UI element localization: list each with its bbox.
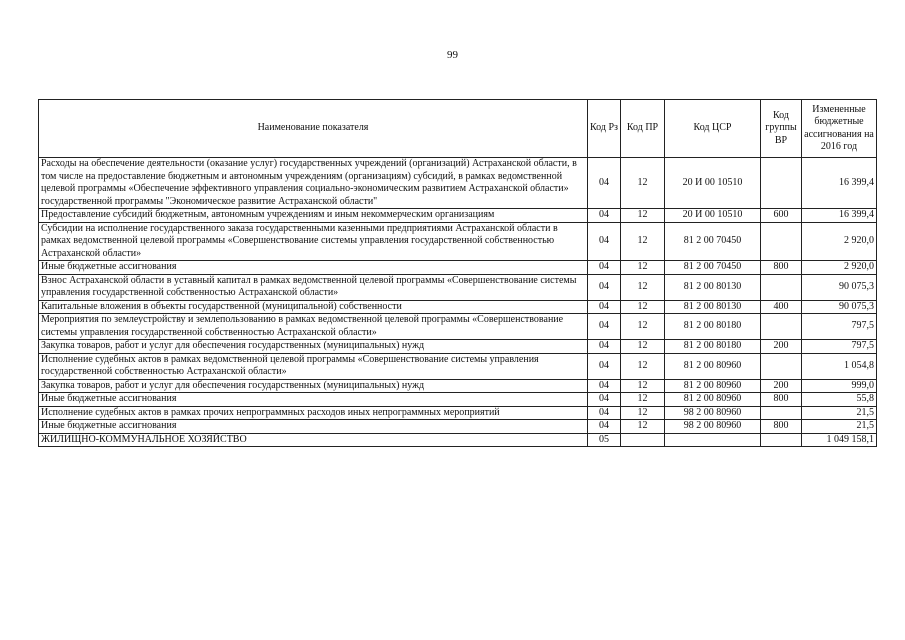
header-vr: Код группы ВР: [761, 100, 802, 158]
table-row: [39, 300, 877, 314]
row-rz: 04: [588, 300, 621, 314]
row-csr: 98 2 00 80960: [665, 406, 761, 420]
table-row: [39, 340, 877, 354]
row-amount: 797,5: [802, 340, 877, 354]
row-vr: [761, 433, 802, 447]
row-name: Капитальные вложения в объекты государственной (муниципальной) собственности: [39, 300, 588, 314]
row-rz: 04: [588, 261, 621, 275]
header-csr: Код ЦСР: [665, 100, 761, 158]
row-pr: 12: [621, 274, 665, 300]
row-vr: [761, 222, 802, 261]
row-amount: 90 075,3: [802, 274, 877, 300]
table-body: [39, 158, 877, 447]
row-name: Иные бюджетные ассигнования: [39, 420, 588, 434]
row-name: Иные бюджетные ассигнования: [39, 393, 588, 407]
row-vr: 200: [761, 379, 802, 393]
row-pr: 12: [621, 353, 665, 379]
row-pr: 12: [621, 420, 665, 434]
row-amount: 21,5: [802, 420, 877, 434]
row-pr: 12: [621, 158, 665, 209]
row-rz: 05: [588, 433, 621, 447]
row-vr: [761, 314, 802, 340]
row-amount: 90 075,3: [802, 300, 877, 314]
table-row: [39, 353, 877, 379]
row-rz: 04: [588, 222, 621, 261]
row-amount: 2 920,0: [802, 222, 877, 261]
row-csr: 81 2 00 80180: [665, 314, 761, 340]
row-rz: 04: [588, 314, 621, 340]
row-csr: 20 И 00 10510: [665, 209, 761, 223]
row-pr: [621, 433, 665, 447]
table-row: [39, 222, 877, 261]
row-csr: 81 2 00 80180: [665, 340, 761, 354]
table-row: [39, 379, 877, 393]
row-name: ЖИЛИЩНО-КОММУНАЛЬНОЕ ХОЗЯЙСТВО: [39, 433, 588, 447]
row-pr: 12: [621, 379, 665, 393]
row-vr: 400: [761, 300, 802, 314]
row-name: Предоставление субсидий бюджетным, автономным учреждениям и иным некоммерческим организациям: [39, 209, 588, 223]
header-rz: Код Рз: [588, 100, 621, 158]
row-rz: 04: [588, 158, 621, 209]
row-vr: [761, 274, 802, 300]
row-csr: 98 2 00 80960: [665, 420, 761, 434]
row-csr: 81 2 00 70450: [665, 261, 761, 275]
row-amount: 1 049 158,1: [802, 433, 877, 447]
row-name: Закупка товаров, работ и услуг для обеспечения государственных (муниципальных) нужд: [39, 340, 588, 354]
header-pr: Код ПР: [621, 100, 665, 158]
table-row: [39, 261, 877, 275]
row-rz: 04: [588, 209, 621, 223]
table-row: [39, 406, 877, 420]
row-pr: 12: [621, 209, 665, 223]
table-row: [39, 209, 877, 223]
row-rz: 04: [588, 379, 621, 393]
row-rz: 04: [588, 340, 621, 354]
row-name: Закупка товаров, работ и услуг для обеспечения государственных (муниципальных) нужд: [39, 379, 588, 393]
row-amount: 16 399,4: [802, 158, 877, 209]
row-vr: 800: [761, 261, 802, 275]
row-pr: 12: [621, 314, 665, 340]
row-name: Иные бюджетные ассигнования: [39, 261, 588, 275]
row-rz: 04: [588, 274, 621, 300]
table-row: [39, 314, 877, 340]
row-vr: [761, 158, 802, 209]
row-vr: 600: [761, 209, 802, 223]
row-amount: 16 399,4: [802, 209, 877, 223]
row-amount: 797,5: [802, 314, 877, 340]
row-pr: 12: [621, 300, 665, 314]
row-csr: 20 И 00 10510: [665, 158, 761, 209]
row-csr: 81 2 00 80130: [665, 300, 761, 314]
row-amount: 55,8: [802, 393, 877, 407]
table-row: [39, 158, 877, 209]
header-amount: Измененные бюджетные ассигнования на 2016 год: [802, 100, 877, 158]
row-amount: 999,0: [802, 379, 877, 393]
row-vr: [761, 353, 802, 379]
row-amount: 1 054,8: [802, 353, 877, 379]
row-csr: 81 2 00 80960: [665, 379, 761, 393]
budget-table: [38, 99, 877, 447]
row-vr: [761, 406, 802, 420]
row-vr: 800: [761, 420, 802, 434]
table-row: [39, 274, 877, 300]
row-csr: 81 2 00 70450: [665, 222, 761, 261]
row-rz: 04: [588, 420, 621, 434]
row-amount: 2 920,0: [802, 261, 877, 275]
row-vr: 200: [761, 340, 802, 354]
row-rz: 04: [588, 406, 621, 420]
row-pr: 12: [621, 261, 665, 275]
page-number: 99: [447, 49, 458, 61]
row-vr: 800: [761, 393, 802, 407]
header-name: Наименование показателя: [39, 100, 588, 158]
row-csr: 81 2 00 80130: [665, 274, 761, 300]
row-name: Взнос Астраханской области в уставный капитал в рамках ведомственной целевой программы «Совершенствование системы управления государственной собственностью Астраханской области»: [39, 274, 588, 300]
table-header-row: [39, 100, 877, 158]
row-name: Исполнение судебных актов в рамках прочих непрограммных расходов иных непрограммных мероприятий: [39, 406, 588, 420]
row-name: Субсидии на исполнение государственного заказа государственными казенными предприятиями Астраханской области в рамках ведомственной целевой программы «Совершенствование системы управления государственной собственностью Астраханской области»: [39, 222, 588, 261]
row-pr: 12: [621, 406, 665, 420]
table-row: [39, 393, 877, 407]
row-csr: 81 2 00 80960: [665, 393, 761, 407]
row-csr: [665, 433, 761, 447]
row-name: Расходы на обеспечение деятельности (оказание услуг) государственных учреждений (организаций) Астраханской области, в том числе на предоставление бюджетным и автономным учреждениям (организациям) субсидий, в рамках ведомственной целевой программы «Обеспечение эффективного управления социально-экономическим развитием Астраханской области» государственной программы "Экономическое развитие Астраханской области": [39, 158, 588, 209]
row-pr: 12: [621, 222, 665, 261]
row-rz: 04: [588, 393, 621, 407]
row-name: Исполнение судебных актов в рамках ведомственной целевой программы «Совершенствование системы управления государственной собственностью Астраханской области»: [39, 353, 588, 379]
row-csr: 81 2 00 80960: [665, 353, 761, 379]
row-pr: 12: [621, 340, 665, 354]
table-row: [39, 420, 877, 434]
row-pr: 12: [621, 393, 665, 407]
row-rz: 04: [588, 353, 621, 379]
row-name: Мероприятия по землеустройству и землепользованию в рамках ведомственной целевой программы «Совершенствование системы управления государственной собственностью Астраханской области»: [39, 314, 588, 340]
table-row: [39, 433, 877, 447]
row-amount: 21,5: [802, 406, 877, 420]
